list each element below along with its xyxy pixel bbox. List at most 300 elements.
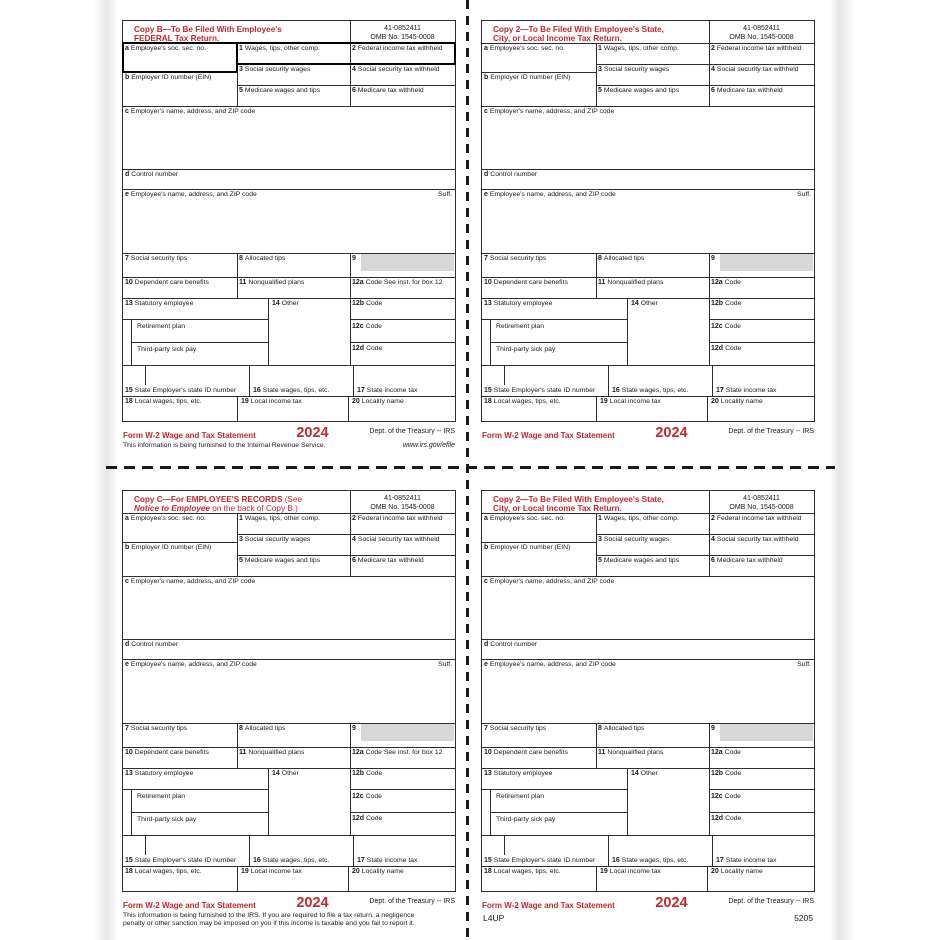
box-17-label xyxy=(716,387,776,395)
box-number: 17 xyxy=(357,857,365,864)
treasury-dept-label: Dept. of the Treasury -- IRS xyxy=(369,428,455,435)
box-number: 2 xyxy=(711,45,715,52)
copy-title-line2 xyxy=(134,504,302,513)
box-text: Code xyxy=(366,815,383,822)
box-5-label xyxy=(598,557,679,565)
box-5-label xyxy=(598,87,679,95)
copy-title xyxy=(134,25,282,44)
grid-line xyxy=(482,866,814,867)
box-text: Allocated tips xyxy=(603,255,645,262)
box-a-label xyxy=(484,45,565,53)
box-1-label xyxy=(239,45,320,53)
grid-line xyxy=(350,342,455,343)
copy-title xyxy=(134,495,302,514)
box-12a-label xyxy=(352,279,442,287)
form-name: Form W-2 Wage and Tax Statement xyxy=(123,901,256,910)
box-number: 20 xyxy=(352,868,360,875)
form-footer xyxy=(123,425,455,442)
box-12d-label xyxy=(711,815,741,823)
w2-form-copy-2-state-bottom xyxy=(481,490,815,923)
ein-printed-number: 41-0852411 xyxy=(384,494,421,502)
grid-line xyxy=(709,491,710,513)
grid-line xyxy=(123,106,455,107)
box-text: Employee's name, address, and ZIP code xyxy=(489,191,616,198)
box-number: 12b xyxy=(352,300,365,307)
box-number: 7 xyxy=(125,725,129,732)
box-10-label xyxy=(125,749,209,757)
suffix-label xyxy=(438,191,452,199)
box-6-label xyxy=(352,87,424,95)
box-text: Local wages, tips, etc. xyxy=(134,868,202,875)
omb-box xyxy=(709,21,814,42)
box-text: Control number xyxy=(490,641,538,648)
box-number: 19 xyxy=(600,398,608,405)
box-7-label xyxy=(125,725,187,733)
form-slot-top-left xyxy=(122,20,456,465)
box-3-label xyxy=(239,66,310,74)
box-number: a xyxy=(484,515,488,522)
box-number: 12a xyxy=(352,749,364,756)
grid-line xyxy=(482,298,814,299)
box-9-label xyxy=(352,255,358,263)
grid-line xyxy=(482,542,596,543)
treasury-dept-label: Dept. of the Treasury -- IRS xyxy=(728,428,814,435)
grid-line xyxy=(482,106,814,107)
box-12a-label xyxy=(711,279,741,287)
tax-year: 2024 xyxy=(296,425,329,441)
form-footer xyxy=(482,425,814,442)
copy-title-line2 xyxy=(493,34,664,43)
box-number: 16 xyxy=(612,857,620,864)
grid-line xyxy=(237,85,455,86)
box-d-label xyxy=(484,641,537,649)
box-3-label xyxy=(598,66,669,74)
box-18-label xyxy=(484,398,561,406)
grid-line xyxy=(123,365,455,366)
horizontal-perforation-line xyxy=(106,466,835,469)
grid-line xyxy=(237,253,238,277)
omb-box xyxy=(350,21,455,42)
box-number: 20 xyxy=(352,398,360,405)
box-text: Statutory employee xyxy=(493,770,553,777)
box-number: 16 xyxy=(253,857,261,864)
grid-line xyxy=(348,866,349,891)
box-19-label xyxy=(241,868,302,876)
box-number: 12b xyxy=(711,770,724,777)
box-d-label xyxy=(125,641,178,649)
box-number: 13 xyxy=(484,770,492,777)
grid-line xyxy=(482,43,814,44)
copy-title-line1 xyxy=(493,25,664,34)
box-number: e xyxy=(125,191,129,198)
box-8-label xyxy=(239,255,285,263)
form-slot-top-right xyxy=(481,20,815,465)
box-text: Third-party sick pay xyxy=(137,816,197,823)
omb-box xyxy=(709,491,814,512)
copy-title-line2 xyxy=(134,34,282,43)
grid-line xyxy=(350,812,455,813)
omb-number: OMB No. 1545-0008 xyxy=(370,503,435,511)
grid-line xyxy=(123,576,455,577)
grid-line xyxy=(350,43,351,106)
box-text: Code See inst. for box 12 xyxy=(365,279,443,286)
box-text: Allocated tips xyxy=(244,725,286,732)
box-number: 9 xyxy=(711,255,715,262)
box-10-label xyxy=(484,749,568,757)
box-text: Code xyxy=(725,770,742,777)
box-number: d xyxy=(484,641,489,648)
box-text: Wages, tips, other comp. xyxy=(244,45,320,52)
grid-line xyxy=(709,298,710,365)
grid-line xyxy=(237,396,238,421)
box-6-label xyxy=(352,557,424,565)
form-slot-bottom-left xyxy=(122,490,456,935)
title-text-bold: City, or Local Income Tax Return. xyxy=(493,33,622,43)
grid-line xyxy=(596,85,814,86)
box-19-label xyxy=(600,868,661,876)
box-text: State Employer's state ID number xyxy=(134,857,237,864)
box-10-label xyxy=(484,279,568,287)
box-13-label xyxy=(484,300,552,308)
box-text: Social security tips xyxy=(130,725,188,732)
grid-line xyxy=(596,43,597,106)
box-number: 4 xyxy=(711,66,715,73)
box-number: a xyxy=(125,45,129,52)
copy-title-line2 xyxy=(493,504,664,513)
box-number: 6 xyxy=(711,557,715,564)
grid-line xyxy=(709,21,710,43)
box-number: 10 xyxy=(484,749,492,756)
box-text: Local income tax xyxy=(609,398,661,405)
box-number: c xyxy=(125,108,129,115)
grid-line xyxy=(237,534,455,535)
box-number: 3 xyxy=(239,66,243,73)
grid-line xyxy=(353,835,354,866)
box-number: 6 xyxy=(711,87,715,94)
box-text: Dependent care benefits xyxy=(134,279,209,286)
box-12d-label xyxy=(352,815,382,823)
box-14-label xyxy=(631,770,658,778)
box-text: Code See inst. for box 12 xyxy=(365,749,443,756)
box-13-retirement-label xyxy=(137,793,185,801)
box-d-label xyxy=(125,171,178,179)
grid-line xyxy=(482,189,814,190)
title-text-bold: FEDERAL Tax Return. xyxy=(134,33,220,43)
copy-title xyxy=(493,495,664,514)
box-c-label xyxy=(484,108,614,116)
grid-line xyxy=(596,513,597,576)
box-text: State Employer's state ID number xyxy=(493,387,596,394)
box-19-label xyxy=(241,398,302,406)
box-number: 11 xyxy=(598,749,606,756)
box-6-label xyxy=(711,87,783,95)
box-text: Code xyxy=(724,279,741,286)
box-text: Nonqualified plans xyxy=(607,749,664,756)
omb-number: OMB No. 1545-0008 xyxy=(729,33,794,41)
box-text: Code xyxy=(365,793,382,800)
box-number: 5 xyxy=(239,87,243,94)
box-text: Local income tax xyxy=(250,868,302,875)
box-text: Social security tax withheld xyxy=(716,536,799,543)
title-text-regular: on the back of Copy B.) xyxy=(209,503,298,513)
box-number: 6 xyxy=(352,557,356,564)
box-text: Suff. xyxy=(797,661,811,668)
box-12d-label xyxy=(352,345,382,353)
grid-line xyxy=(123,542,237,543)
fine-print xyxy=(123,442,326,450)
box-14-label xyxy=(272,300,299,308)
box-12c-label xyxy=(711,793,741,801)
box-text: Social security wages xyxy=(244,66,311,73)
box-9-shaded-area xyxy=(361,724,454,741)
box-16-label xyxy=(253,387,329,395)
box-a-label xyxy=(125,45,206,53)
box-number: 12d xyxy=(711,345,724,352)
ein-printed-number: 41-0852411 xyxy=(743,494,780,502)
box-5-label xyxy=(239,87,320,95)
box-text: Employee's soc. sec. no. xyxy=(489,515,565,522)
box-number: 19 xyxy=(241,868,249,875)
box-20-label xyxy=(352,398,404,406)
box-3-label xyxy=(239,536,310,544)
grid-line xyxy=(627,768,628,835)
grid-line xyxy=(350,298,351,365)
box-d-label xyxy=(484,171,537,179)
box-8-label xyxy=(598,725,644,733)
box-9-shaded-area xyxy=(361,254,454,271)
box-number: 8 xyxy=(239,725,243,732)
box-number: a xyxy=(484,45,488,52)
box-text: Other xyxy=(281,770,299,777)
box-1-label xyxy=(598,515,679,523)
box-4-label xyxy=(711,536,799,544)
box-15-label xyxy=(484,387,595,395)
box-text: Wages, tips, other comp. xyxy=(603,515,679,522)
omb-number: OMB No. 1545-0008 xyxy=(729,503,794,511)
grid-line xyxy=(123,639,455,640)
copy-title-line1 xyxy=(134,495,302,504)
box-number: 8 xyxy=(598,255,602,262)
box-12a-label xyxy=(352,749,442,757)
grid-line xyxy=(350,277,351,298)
box-number: 17 xyxy=(357,387,365,394)
box-18-label xyxy=(484,868,561,876)
box-16-label xyxy=(253,857,329,865)
grid-line xyxy=(709,43,710,106)
grid-line xyxy=(123,72,237,73)
box-text: Other xyxy=(640,300,658,307)
box-text: Dependent care benefits xyxy=(493,749,568,756)
box-text: Retirement plan xyxy=(496,793,544,800)
box-number: 7 xyxy=(484,255,488,262)
grid-line xyxy=(237,64,455,65)
box-text: Code xyxy=(366,345,383,352)
box-text: Locality name xyxy=(361,398,404,405)
form-name: Form W-2 Wage and Tax Statement xyxy=(482,431,615,440)
box-number: 18 xyxy=(125,398,133,405)
box-number: 16 xyxy=(612,387,620,394)
grid-line xyxy=(709,319,814,320)
box-text: Local wages, tips, etc. xyxy=(493,398,561,405)
sheet-left-edge-shadow xyxy=(94,0,116,940)
box-text: Employee's name, address, and ZIP code xyxy=(130,661,257,668)
box-number: 13 xyxy=(125,770,133,777)
box-number: 1 xyxy=(239,515,243,522)
title-text-bold: Copy 2—To Be Filed With Employee's State, xyxy=(493,24,664,34)
box-11-label xyxy=(239,279,304,287)
form-footer xyxy=(123,895,455,912)
grid-line xyxy=(237,43,238,106)
box-11-label xyxy=(598,279,663,287)
box-11-label xyxy=(239,749,304,757)
box-5-label xyxy=(239,557,320,565)
box-20-label xyxy=(352,868,404,876)
box-text: Medicare wages and tips xyxy=(603,557,680,564)
box-text: State wages, tips, etc. xyxy=(621,857,689,864)
box-e-label xyxy=(125,661,257,669)
grid-line xyxy=(482,639,814,640)
box-7-label xyxy=(484,255,546,263)
box-13-third-party-label xyxy=(137,346,196,354)
box-9-shaded-area xyxy=(720,254,813,271)
box-number: 3 xyxy=(239,536,243,543)
box-number: 11 xyxy=(239,749,247,756)
box-number: 12b xyxy=(711,300,724,307)
box-number: 10 xyxy=(125,279,133,286)
box-b-label xyxy=(484,544,570,552)
grid-line xyxy=(237,723,238,747)
box-text: Statutory employee xyxy=(493,300,553,307)
box-b-label xyxy=(484,74,570,82)
grid-line xyxy=(709,513,710,576)
box-16-label xyxy=(612,387,688,395)
box-text: Social security tax withheld xyxy=(357,536,440,543)
box-text: Code xyxy=(725,345,742,352)
box-number: 8 xyxy=(598,725,602,732)
box-number: 12c xyxy=(711,323,723,330)
box-3-label xyxy=(598,536,669,544)
grid-line xyxy=(268,768,269,835)
box-number: 12c xyxy=(711,793,723,800)
box-text: Nonqualified plans xyxy=(248,749,305,756)
box-text: Dependent care benefits xyxy=(134,749,209,756)
box-text: Medicare wages and tips xyxy=(603,87,680,94)
box-number: 20 xyxy=(711,398,719,405)
box-number: 3 xyxy=(598,66,602,73)
box-text: Code xyxy=(365,323,382,330)
grid-line xyxy=(482,169,814,170)
box-10-label xyxy=(125,279,209,287)
grid-line xyxy=(608,835,609,866)
box-text: Federal income tax withheld xyxy=(716,515,802,522)
grid-line xyxy=(709,768,710,835)
box-number: 12a xyxy=(711,749,723,756)
box-number: 5 xyxy=(239,557,243,564)
box-text: Employer ID number (EIN) xyxy=(131,544,212,551)
grid-line xyxy=(596,277,597,298)
grid-line xyxy=(482,789,627,790)
box-number: 15 xyxy=(125,857,133,864)
box-12b-label xyxy=(711,770,741,778)
box-number: 6 xyxy=(352,87,356,94)
grid-line xyxy=(237,866,238,891)
box-number: 14 xyxy=(272,770,280,777)
box-number: 11 xyxy=(598,279,606,286)
grid-line xyxy=(482,513,814,514)
box-number: b xyxy=(125,74,130,81)
box-12b-label xyxy=(711,300,741,308)
box-number: c xyxy=(484,108,488,115)
title-text-bold: Copy B—To Be Filed With Employee's xyxy=(134,24,282,34)
box-number: 2 xyxy=(352,515,356,522)
box-number: 18 xyxy=(484,868,492,875)
box-text: Statutory employee xyxy=(134,300,194,307)
box-number: 5 xyxy=(598,87,602,94)
box-text: Local wages, tips, etc. xyxy=(493,868,561,875)
copy-title-line1 xyxy=(134,25,282,34)
grid-line xyxy=(596,866,597,891)
grid-line xyxy=(350,21,351,43)
box-text: State income tax xyxy=(366,387,418,394)
box-number: 14 xyxy=(272,300,280,307)
grid-line xyxy=(123,789,268,790)
box-number: 12b xyxy=(352,770,365,777)
box-12a-label xyxy=(711,749,741,757)
box-text: Employee's soc. sec. no. xyxy=(130,45,206,52)
tax-year: 2024 xyxy=(296,895,329,911)
box-text: Suff. xyxy=(438,191,452,198)
box-text: Statutory employee xyxy=(134,770,194,777)
box-13-retirement-label xyxy=(496,793,544,801)
box-text: Employer's name, address, and ZIP code xyxy=(130,108,256,115)
box-text: Employee's soc. sec. no. xyxy=(130,515,206,522)
box-text: Local income tax xyxy=(250,398,302,405)
grid-line xyxy=(123,747,455,748)
box-number: 16 xyxy=(253,387,261,394)
box-13-label xyxy=(125,770,193,778)
box-text: Allocated tips xyxy=(603,725,645,732)
title-text-bold: City, or Local Income Tax Return. xyxy=(493,503,622,513)
box-number: 10 xyxy=(125,749,133,756)
grid-line xyxy=(490,342,627,343)
form-name: Form W-2 Wage and Tax Statement xyxy=(123,431,256,440)
grid-line xyxy=(348,396,349,421)
suffix-label xyxy=(438,661,452,669)
box-text: Medicare wages and tips xyxy=(244,87,321,94)
box-13-third-party-label xyxy=(496,816,555,824)
grid-line xyxy=(237,277,238,298)
box-number: 15 xyxy=(484,387,492,394)
box-14-label xyxy=(272,770,299,778)
box-text: Employer ID number (EIN) xyxy=(131,74,212,81)
grid-line xyxy=(482,72,596,73)
suffix-label xyxy=(797,661,811,669)
box-a-label xyxy=(484,515,565,523)
box-text: State Employer's state ID number xyxy=(493,857,596,864)
box-text: Employer's name, address, and ZIP code xyxy=(489,578,615,585)
box-number: 3 xyxy=(598,536,602,543)
box-text: Code xyxy=(724,793,741,800)
box-text: Retirement plan xyxy=(496,323,544,330)
box-text: Federal income tax withheld xyxy=(357,515,443,522)
box-text: Employer's name, address, and ZIP code xyxy=(489,108,615,115)
box-text: Code xyxy=(725,815,742,822)
omb-number: OMB No. 1545-0008 xyxy=(370,33,435,41)
box-number: 13 xyxy=(484,300,492,307)
box-text: Suff. xyxy=(797,191,811,198)
box-20-label xyxy=(711,868,763,876)
grid-line xyxy=(707,866,708,891)
